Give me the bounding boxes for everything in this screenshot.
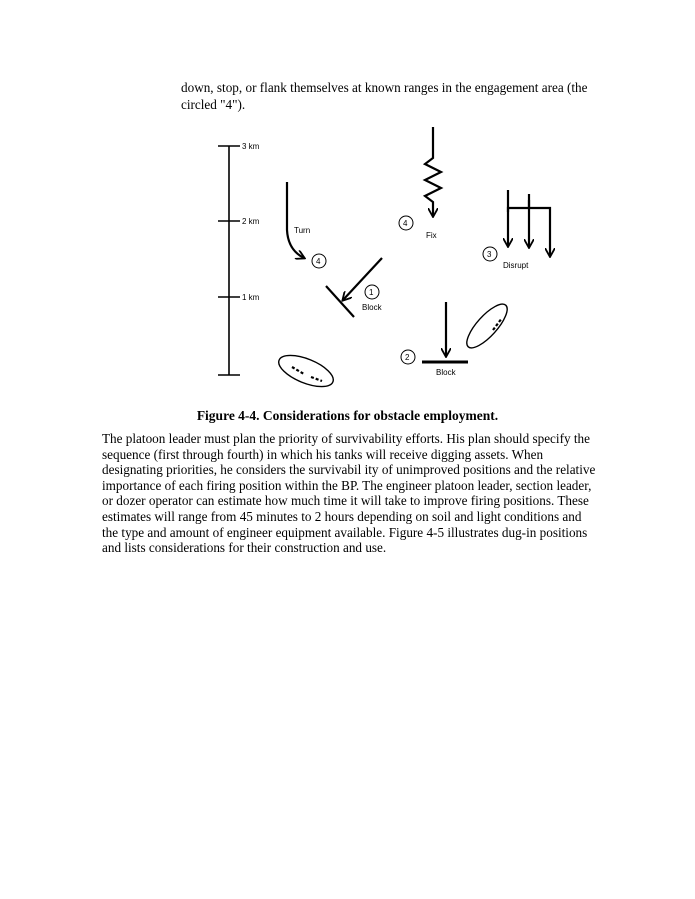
- disrupt-label: Disrupt: [503, 261, 529, 270]
- turn-number: 4: [316, 257, 321, 266]
- block-2-number: 2: [405, 353, 410, 362]
- block-1-label: Block: [362, 303, 382, 312]
- disrupt-number: 3: [487, 250, 492, 259]
- engagement-area-ellipse-left: [275, 349, 338, 393]
- range-scale: [218, 146, 240, 375]
- turn-label: Turn: [294, 226, 311, 235]
- obstacle-employment-figure: [200, 120, 580, 400]
- engagement-area-ellipse-right: [461, 299, 513, 354]
- scale-label-3km: 3 km: [242, 142, 260, 151]
- disrupt-obstacle: [508, 190, 550, 256]
- body-paragraph: The platoon leader must plan the priority of survivability efforts. His plan should specify the sequence (first through fourth) in which his tanks will receive digging assets. When designating priorities, he considers the survivabil ity of unimproved positions and the relative importance of each firing position within the BP. The engineer platoon leader, section leader, or dozer operator can estimate how much time it will take to improve firing positions. These estimates will range from 45 minutes to 2 hours depending on soil and light conditions and the type and amount of engineer equipment available. Figure 4-5 illustrates dug-in positions and lists considerations for their construction and use.: [102, 431, 596, 556]
- fix-number: 4: [403, 219, 408, 228]
- figure-caption: Figure 4-4. Considerations for obstacle employment.: [196, 408, 499, 423]
- block-obstacle-2: [401, 302, 468, 377]
- fix-label: Fix: [426, 231, 437, 240]
- scale-label-1km: 1 km: [242, 293, 260, 302]
- intro-paragraph: down, stop, or flank themselves at known ranges in the engagement area (the circled "4").: [181, 80, 588, 112]
- turn-obstacle: [287, 182, 326, 268]
- block-2-label: Block: [436, 368, 456, 377]
- block-obstacle-1: [326, 258, 383, 317]
- scale-label-2km: 2 km: [242, 217, 260, 226]
- fix-obstacle: [399, 127, 441, 240]
- block-1-number: 1: [369, 288, 374, 297]
